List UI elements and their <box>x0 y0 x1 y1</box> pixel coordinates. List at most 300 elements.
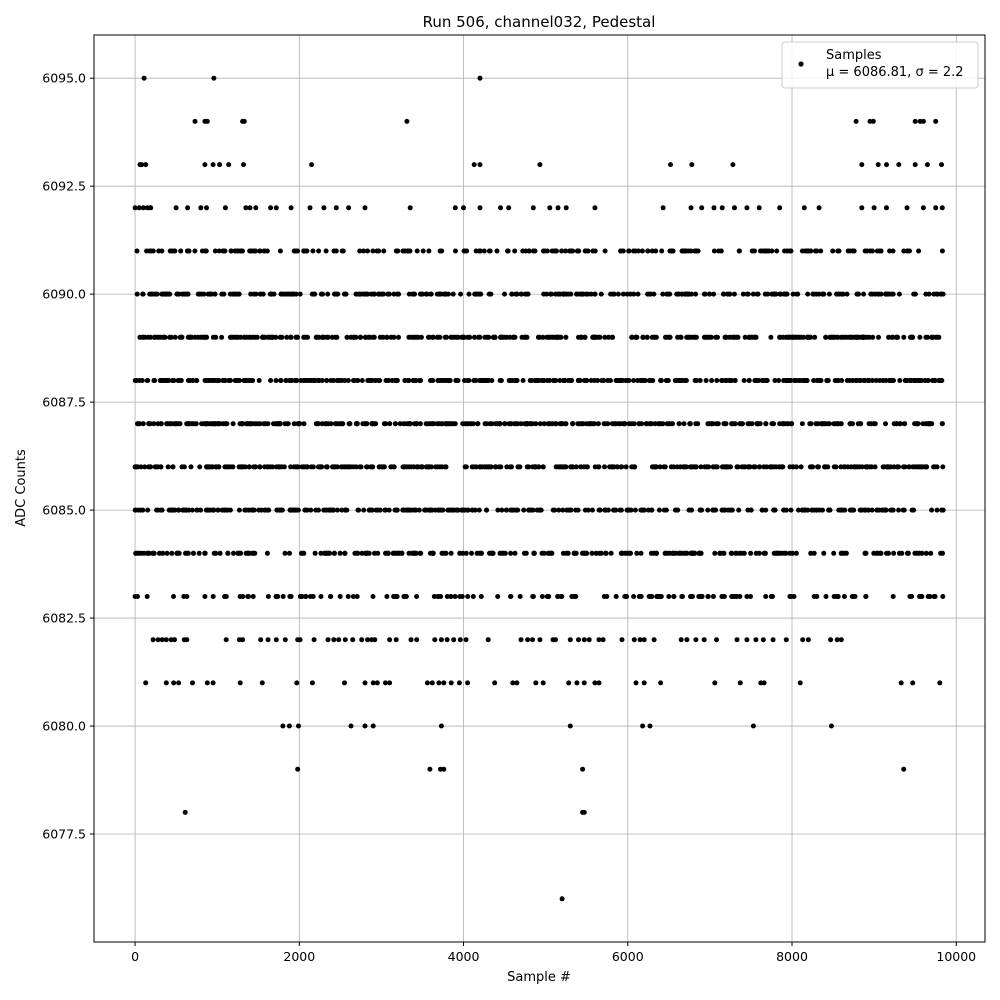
data-point <box>280 724 285 729</box>
data-point <box>803 378 808 383</box>
data-point <box>689 464 694 469</box>
data-point <box>435 464 440 469</box>
data-point <box>751 292 756 297</box>
data-point <box>274 637 279 642</box>
data-point <box>313 508 318 513</box>
data-point <box>156 249 161 254</box>
data-point <box>896 162 901 167</box>
data-point <box>695 421 700 426</box>
data-point <box>301 378 306 383</box>
data-point <box>158 421 163 426</box>
data-point <box>260 335 265 340</box>
data-point <box>533 378 538 383</box>
y-axis-label: ADC Counts <box>14 449 29 527</box>
data-point <box>321 508 326 513</box>
data-point <box>760 508 765 513</box>
data-point <box>184 508 189 513</box>
data-point <box>688 551 693 556</box>
data-point <box>312 292 317 297</box>
data-point <box>190 508 195 513</box>
data-point <box>303 335 308 340</box>
data-point <box>862 378 867 383</box>
data-point <box>293 378 298 383</box>
data-point <box>292 249 297 254</box>
data-point <box>777 205 782 210</box>
data-point <box>338 551 343 556</box>
data-point <box>911 292 916 297</box>
data-point <box>870 249 875 254</box>
data-point <box>265 249 270 254</box>
data-point <box>751 724 756 729</box>
data-point <box>712 680 717 685</box>
x-axis-label: Sample # <box>507 970 571 985</box>
data-point <box>928 421 933 426</box>
data-point <box>536 335 541 340</box>
data-point <box>624 594 629 599</box>
data-point <box>782 249 787 254</box>
data-point <box>631 378 636 383</box>
data-point <box>859 205 864 210</box>
data-point <box>257 249 262 254</box>
data-point <box>619 464 624 469</box>
data-point <box>432 637 437 642</box>
data-point <box>279 292 284 297</box>
data-point <box>798 680 803 685</box>
data-point <box>870 292 875 297</box>
data-point <box>344 292 349 297</box>
data-point <box>915 421 920 426</box>
data-point <box>193 119 198 124</box>
data-point <box>178 249 183 254</box>
data-point <box>135 551 140 556</box>
data-point <box>886 335 891 340</box>
data-point <box>287 378 292 383</box>
data-point <box>307 378 312 383</box>
data-point <box>171 378 176 383</box>
data-point <box>905 551 910 556</box>
data-point <box>568 724 573 729</box>
data-point <box>574 680 579 685</box>
data-point <box>667 421 672 426</box>
data-point <box>826 508 831 513</box>
data-point <box>748 551 753 556</box>
data-point <box>371 335 376 340</box>
data-point <box>371 594 376 599</box>
data-point <box>514 421 519 426</box>
data-point <box>414 637 419 642</box>
data-point <box>537 162 542 167</box>
data-point <box>453 594 458 599</box>
data-point <box>365 292 370 297</box>
data-point <box>478 162 483 167</box>
data-point <box>460 551 465 556</box>
data-point <box>919 464 924 469</box>
data-point <box>689 162 694 167</box>
data-point <box>443 464 448 469</box>
data-point <box>478 205 483 210</box>
data-point <box>204 378 209 383</box>
data-point <box>810 292 815 297</box>
data-point <box>649 508 654 513</box>
data-point <box>775 551 780 556</box>
data-point <box>763 594 768 599</box>
data-point <box>856 421 861 426</box>
data-point <box>712 249 717 254</box>
data-point <box>244 551 249 556</box>
data-point <box>746 292 751 297</box>
data-point <box>861 292 866 297</box>
data-point <box>925 162 930 167</box>
data-point <box>867 378 872 383</box>
data-point <box>263 508 268 513</box>
data-point <box>515 508 520 513</box>
data-point <box>858 508 863 513</box>
data-point <box>270 335 275 340</box>
data-point <box>652 637 657 642</box>
data-point <box>166 464 171 469</box>
data-point <box>363 205 368 210</box>
data-point <box>363 421 368 426</box>
data-point <box>169 508 174 513</box>
data-point <box>349 724 354 729</box>
data-point <box>607 464 612 469</box>
data-point <box>582 810 587 815</box>
data-point <box>200 335 205 340</box>
data-point <box>145 378 150 383</box>
data-point <box>593 249 598 254</box>
data-point <box>800 637 805 642</box>
data-point <box>681 249 686 254</box>
data-point <box>302 421 307 426</box>
data-point <box>418 378 423 383</box>
data-point <box>725 292 730 297</box>
data-point <box>845 378 850 383</box>
data-point <box>224 594 229 599</box>
data-point <box>240 249 245 254</box>
data-point <box>926 594 931 599</box>
y-tick-label: 6087.5 <box>42 394 86 410</box>
data-point <box>453 249 458 254</box>
data-point <box>749 508 754 513</box>
data-point <box>940 421 945 426</box>
data-point <box>629 335 634 340</box>
data-point <box>845 292 850 297</box>
data-point <box>626 508 631 513</box>
data-point <box>676 292 681 297</box>
data-point <box>439 724 444 729</box>
data-point <box>145 508 150 513</box>
data-point <box>713 464 718 469</box>
data-point <box>617 378 622 383</box>
data-point <box>135 421 140 426</box>
data-point <box>623 551 628 556</box>
data-point <box>640 249 645 254</box>
data-point <box>688 421 693 426</box>
data-point <box>479 594 484 599</box>
data-point <box>661 205 666 210</box>
data-point <box>730 162 735 167</box>
data-point <box>324 378 329 383</box>
data-point <box>346 205 351 210</box>
data-point <box>693 637 698 642</box>
data-point <box>533 249 538 254</box>
data-point <box>241 162 246 167</box>
data-point <box>814 421 819 426</box>
data-point <box>566 680 571 685</box>
data-point <box>649 421 654 426</box>
data-point <box>782 292 787 297</box>
data-point <box>752 249 757 254</box>
data-point <box>274 378 279 383</box>
data-point <box>530 594 535 599</box>
data-point <box>338 594 343 599</box>
data-point <box>465 421 470 426</box>
data-point <box>421 249 426 254</box>
legend-marker <box>798 61 803 66</box>
data-point <box>472 335 477 340</box>
data-point <box>333 464 338 469</box>
data-point <box>205 119 210 124</box>
data-point <box>328 594 333 599</box>
data-point <box>224 637 229 642</box>
data-point <box>351 378 356 383</box>
data-point <box>464 464 469 469</box>
data-point <box>321 205 326 210</box>
data-point <box>667 249 672 254</box>
data-point <box>502 421 507 426</box>
data-point <box>710 421 715 426</box>
data-point <box>882 508 887 513</box>
data-point <box>384 378 389 383</box>
y-tick-label: 6090.0 <box>42 286 86 302</box>
data-point <box>396 335 401 340</box>
data-point <box>508 594 513 599</box>
data-point <box>682 421 687 426</box>
data-point <box>145 594 150 599</box>
data-point <box>684 292 689 297</box>
data-point <box>632 637 637 642</box>
data-point <box>203 551 208 556</box>
data-point <box>923 335 928 340</box>
data-point <box>477 335 482 340</box>
data-point <box>253 205 258 210</box>
data-point <box>930 378 935 383</box>
data-point <box>334 249 339 254</box>
data-point <box>197 292 202 297</box>
data-point <box>816 464 821 469</box>
data-point <box>840 335 845 340</box>
data-point <box>933 205 938 210</box>
data-point <box>240 421 245 426</box>
data-point <box>457 594 462 599</box>
data-point <box>877 508 882 513</box>
data-point <box>375 680 380 685</box>
data-point <box>477 508 482 513</box>
data-point <box>919 378 924 383</box>
data-point <box>182 464 187 469</box>
data-point <box>241 378 246 383</box>
data-point <box>310 680 315 685</box>
data-point <box>744 205 749 210</box>
data-point <box>247 335 252 340</box>
data-point <box>553 637 558 642</box>
data-point <box>333 421 338 426</box>
data-point <box>339 464 344 469</box>
data-point <box>757 464 762 469</box>
data-point <box>784 508 789 513</box>
data-point <box>883 421 888 426</box>
data-point <box>800 421 805 426</box>
data-point <box>501 551 506 556</box>
data-point <box>458 292 463 297</box>
data-point <box>251 551 256 556</box>
data-point <box>739 551 744 556</box>
data-point <box>177 378 182 383</box>
data-point <box>642 508 647 513</box>
data-point <box>286 421 291 426</box>
data-point <box>382 508 387 513</box>
data-point <box>418 421 423 426</box>
data-point <box>839 637 844 642</box>
data-point <box>768 464 773 469</box>
data-point <box>464 637 469 642</box>
data-point <box>753 464 758 469</box>
data-point <box>343 508 348 513</box>
data-point <box>231 551 236 556</box>
data-point <box>763 551 768 556</box>
data-point <box>669 464 674 469</box>
data-point <box>426 464 431 469</box>
data-point <box>907 594 912 599</box>
data-point <box>443 335 448 340</box>
data-point <box>361 249 366 254</box>
data-point <box>590 508 595 513</box>
data-point <box>444 551 449 556</box>
data-point <box>305 464 310 469</box>
data-point <box>584 464 589 469</box>
y-tick-label: 6077.5 <box>42 826 86 842</box>
data-point <box>148 464 153 469</box>
data-point <box>842 594 847 599</box>
data-point <box>640 335 645 340</box>
data-point <box>891 594 896 599</box>
data-point <box>833 421 838 426</box>
y-tick-label: 6092.5 <box>42 178 86 194</box>
data-point <box>877 249 882 254</box>
data-point <box>279 378 284 383</box>
data-point <box>566 551 571 556</box>
data-point <box>492 680 497 685</box>
data-point <box>727 335 732 340</box>
data-point <box>610 421 615 426</box>
data-point <box>192 249 197 254</box>
data-point <box>602 594 607 599</box>
data-point <box>420 292 425 297</box>
data-point <box>706 335 711 340</box>
data-point <box>228 464 233 469</box>
data-point <box>513 551 518 556</box>
data-point <box>573 594 578 599</box>
data-point <box>138 162 143 167</box>
data-point <box>505 249 510 254</box>
data-point <box>901 335 906 340</box>
data-point <box>648 292 653 297</box>
data-point <box>365 378 370 383</box>
data-point <box>867 464 872 469</box>
data-point <box>702 464 707 469</box>
data-point <box>715 335 720 340</box>
data-point <box>659 378 664 383</box>
data-point <box>260 680 265 685</box>
data-point <box>411 335 416 340</box>
data-point <box>427 767 432 772</box>
data-point <box>660 292 665 297</box>
data-point <box>418 551 423 556</box>
y-tick-label: 6085.0 <box>42 502 86 518</box>
data-point <box>691 335 696 340</box>
data-point <box>370 421 375 426</box>
data-point <box>428 378 433 383</box>
x-tick-label: 6000 <box>611 949 644 964</box>
data-point <box>428 292 433 297</box>
data-point <box>205 680 210 685</box>
data-point <box>657 421 662 426</box>
data-point <box>465 680 470 685</box>
data-point <box>519 421 524 426</box>
data-point <box>235 249 240 254</box>
data-point <box>342 551 347 556</box>
data-point <box>917 335 922 340</box>
data-point <box>884 162 889 167</box>
data-point <box>400 508 405 513</box>
data-point <box>735 637 740 642</box>
data-point <box>577 378 582 383</box>
data-point <box>797 335 802 340</box>
data-point <box>387 508 392 513</box>
data-point <box>173 421 178 426</box>
data-point <box>439 637 444 642</box>
data-point <box>360 378 365 383</box>
x-tick-label: 10000 <box>936 949 977 964</box>
data-point <box>235 378 240 383</box>
data-point <box>375 249 380 254</box>
data-point <box>456 378 461 383</box>
data-point <box>460 508 465 513</box>
data-point <box>213 249 218 254</box>
data-point <box>334 205 339 210</box>
data-point <box>702 637 707 642</box>
data-point <box>336 637 341 642</box>
data-point <box>381 249 386 254</box>
data-point <box>514 378 519 383</box>
data-point <box>589 292 594 297</box>
data-point <box>448 594 453 599</box>
data-point <box>532 551 537 556</box>
x-tick-label: 4000 <box>447 949 480 964</box>
data-point <box>929 335 934 340</box>
data-point <box>289 335 294 340</box>
data-point <box>901 767 906 772</box>
data-point <box>652 551 657 556</box>
data-point <box>581 421 586 426</box>
data-point <box>933 119 938 124</box>
data-point <box>637 594 642 599</box>
data-point <box>642 637 647 642</box>
data-point <box>465 378 470 383</box>
data-point <box>611 508 616 513</box>
data-point <box>402 464 407 469</box>
data-point <box>497 464 502 469</box>
